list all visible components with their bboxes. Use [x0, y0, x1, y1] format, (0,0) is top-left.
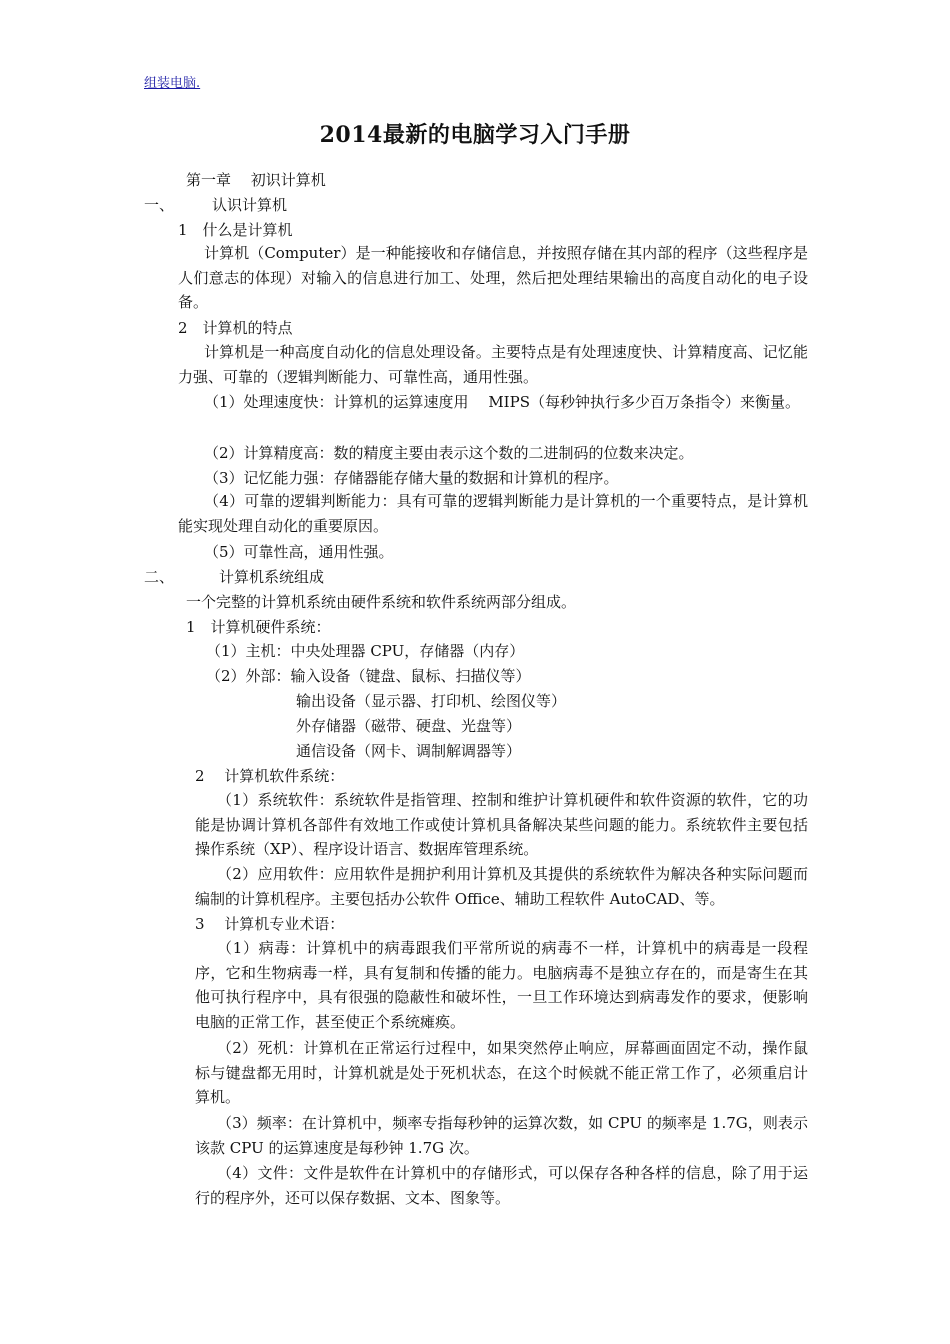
- subsection-1-2-heading: 2 计算机的特点: [178, 319, 293, 337]
- section-2-intro: 一个完整的计算机系统由硬件系统和软件系统两部分组成。: [186, 593, 577, 611]
- feature-item-5: （5）可靠性高，通用性强。: [204, 543, 394, 561]
- subsection-1-1-heading: 1 什么是计算机: [178, 221, 293, 239]
- section-1-number: 一、: [144, 196, 175, 214]
- feature-item-3: （3）记忆能力强：存储器能存储大量的数据和计算机的程序。: [204, 469, 619, 487]
- subsection-1-2-paragraph: 计算机是一种高度自动化的信息处理设备。主要特点是有处理速度快、计算精度高、记忆能力强、可靠的（逻辑判断能力、可靠性高，通用性强。: [178, 343, 808, 386]
- feature-item-4: （4）可靠的逻辑判断能力：具有可靠的逻辑判断能力是计算机的一个重要特点，是计算机能实现处理自动化的重要原因。: [178, 492, 808, 535]
- section-2-number: 二、: [144, 568, 175, 586]
- section-1-label: 认识计算机: [212, 196, 288, 214]
- feature-item-2: （2）计算精度高：数的精度主要由表示这个数的二进制码的位数来决定。: [204, 444, 694, 462]
- term-crash: （2）死机：计算机在正常运行过程中，如果突然停止响应，屏幕画面固定不动，操作鼠标与键盘都无用时，计算机就是处于死机状态，在这个时候就不能正常工作了，必须重启计算机。: [195, 1039, 808, 1107]
- header-link[interactable]: 组装电脑.: [144, 76, 201, 91]
- software-system: （1）系统软件：系统软件是指管理、控制和维护计算机硬件和软件资源的软件，它的功能是协调计算机各部件有效地工作或使计算机具备解决某些问题的能力。系统软件主要包括操作系统（XP）、程序设计语言、数据库管理系统。: [195, 791, 808, 859]
- term-file: （4）文件：文件是软件在计算机中的存储形式，可以保存各种各样的信息，除了用于运行的程序外，还可以保存数据、文本、图象等。: [195, 1164, 808, 1207]
- subsection-1-1-paragraph: 计算机（Computer）是一种能接收和存储信息，并按照存储在其内部的程序（这些程序是人们意志的体现）对输入的信息进行加工、处理，然后把处理结果输出的高度自动化的电子设备。: [178, 244, 808, 312]
- document-title: 2014最新的电脑学习入门手册: [319, 122, 631, 148]
- hardware-storage: 外存储器（磁带、硬盘、光盘等）: [296, 717, 522, 735]
- hardware-host: （1）主机：中央处理器 CPU，存储器（内存）: [206, 642, 525, 660]
- hardware-comm: 通信设备（网卡、调制解调器等）: [296, 742, 522, 760]
- feature-item-1: （1）处理速度快：计算机的运算速度用 MIPS（每秒钟执行多少百万条指令）来衡量。: [204, 393, 800, 411]
- software-application: （2）应用软件：应用软件是拥护利用计算机及其提供的系统软件为解决各种实际问题而编制的计算机程序。主要包括办公软件 Office、辅助工程软件 AutoCAD、等。: [195, 865, 808, 908]
- section-2-label: 计算机系统组成: [219, 568, 325, 586]
- term-frequency: （3）频率：在计算机中，频率专指每秒钟的运算次数，如 CPU 的频率是 1.7G，则表示该款 CPU 的运算速度是每秒钟 1.7G 次。: [195, 1114, 808, 1157]
- subsection-2-3-heading: 3 计算机专业术语：: [195, 915, 345, 933]
- subsection-2-1-heading: 1 计算机硬件系统：: [186, 618, 331, 636]
- hardware-external: （2）外部：输入设备（键盘、鼠标、扫描仪等）: [206, 667, 531, 685]
- term-virus: （1）病毒：计算机中的病毒跟我们平常所说的病毒不一样，计算机中的病毒是一段程序，它和生物病毒一样，具有复制和传播的能力。电脑病毒不是独立存在的，而是寄生在其他可执行程序中，具有很强的隐蔽性和破坏性，一旦工作环境达到病毒发作的要求，便影响电脑的正常工作，甚至使正个系统瘫痪。: [195, 939, 808, 1031]
- chapter-heading: 第一章 初识计算机: [186, 171, 326, 189]
- subsection-2-2-heading: 2 计算机软件系统：: [195, 767, 345, 785]
- hardware-output: 输出设备（显示器、打印机、绘图仪等）: [296, 692, 567, 710]
